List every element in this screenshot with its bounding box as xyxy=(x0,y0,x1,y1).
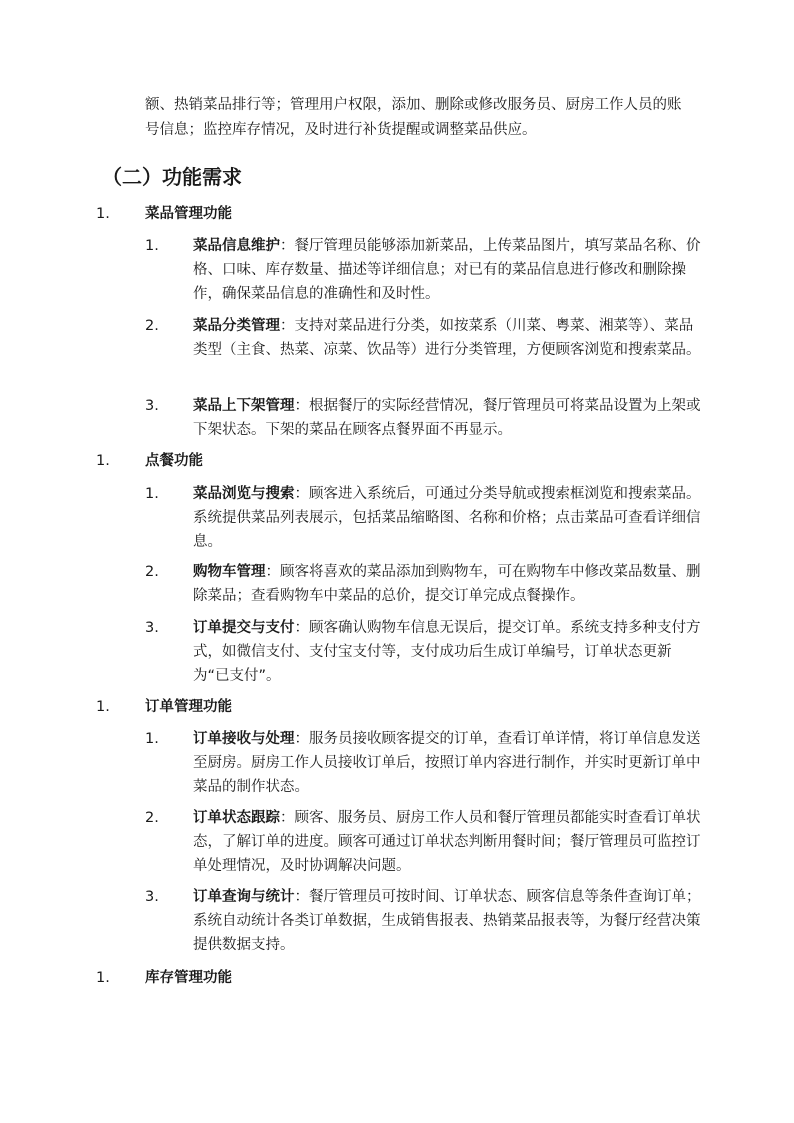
list-item-level-1 xyxy=(0,695,794,719)
list-number: 1. xyxy=(145,486,159,502)
group-title: 订单管理功能 xyxy=(145,699,232,715)
group-title: 菜品管理功能 xyxy=(145,206,232,222)
item-label: 菜品信息维护 xyxy=(193,238,280,254)
item-label: 菜品浏览与搜索 xyxy=(193,486,295,502)
item-text xyxy=(193,806,705,878)
item-description: ：顾客进入系统后，可通过分类导航或搜索框浏览和搜索菜品。系统提供菜品列表展示，包括菜品缩略图、名称和价格；点击菜品可查看详细信息。 xyxy=(193,486,701,550)
item-label: 订单提交与支付 xyxy=(193,620,295,636)
item-text xyxy=(193,234,705,306)
list-number: 1. xyxy=(96,699,110,715)
list-number: 2. xyxy=(145,564,159,580)
list-number: 1. xyxy=(96,970,110,986)
group-title: 点餐功能 xyxy=(145,453,203,469)
item-description: ：服务员接收顾客提交的订单，查看订单详情，将订单信息发送至厨房。厨房工作人员接收订单后，按照订单内容进行制作，并实时更新订单中菜品的制作状态。 xyxy=(193,731,701,795)
list-number: 1. xyxy=(145,238,159,254)
item-text xyxy=(193,394,705,442)
list-number: 3. xyxy=(145,398,159,414)
list-number: 1. xyxy=(96,206,110,222)
item-description: ：餐厅管理员可按时间、订单状态、顾客信息等条件查询订单；系统自动统计各类订单数据，生成销售报表、热销菜品报表等，为餐厅经营决策提供数据支持。 xyxy=(193,889,701,953)
list-item-level-1 xyxy=(0,449,794,473)
item-text xyxy=(193,560,705,608)
section-heading: （二）功能需求 xyxy=(102,165,242,189)
list-number: 2. xyxy=(145,810,159,826)
list-item-level-1 xyxy=(0,966,794,990)
item-label: 订单接收与处理 xyxy=(193,731,295,747)
item-text xyxy=(193,314,705,362)
list-number: 2. xyxy=(145,318,159,334)
item-label: 订单状态跟踪 xyxy=(193,810,280,826)
list-number: 1. xyxy=(145,731,159,747)
intro-paragraph xyxy=(145,93,705,143)
item-description: ：顾客确认购物车信息无误后，提交订单。系统支持多种支付方式，如微信支付、支付宝支付等，支付成功后生成订单编号，订单状态更新为“已支付”。 xyxy=(193,620,701,684)
item-text xyxy=(193,616,705,688)
list-number: 3. xyxy=(145,889,159,905)
item-text xyxy=(193,727,705,799)
item-description: ：根据餐厅的实际经营情况，餐厅管理员可将菜品设置为上架或下架状态。下架的菜品在顾客点餐界面不再显示。 xyxy=(193,398,701,438)
item-description: ：支持对菜品进行分类，如按菜系（川菜、粤菜、湘菜等）、菜品类型（主食、热菜、凉菜、饮品等）进行分类管理，方便顾客浏览和搜索菜品。 xyxy=(193,318,701,358)
list-item-level-1 xyxy=(0,202,794,226)
item-label: 购物车管理 xyxy=(193,564,266,580)
item-description: ：餐厅管理员能够添加新菜品，上传菜品图片，填写菜品名称、价格、口味、库存数量、描述等详细信息；对已有的菜品信息进行修改和删除操作，确保菜品信息的准确性和及时性。 xyxy=(193,238,701,302)
item-text xyxy=(193,482,705,554)
item-text xyxy=(193,885,705,957)
item-label: 菜品上下架管理 xyxy=(193,398,295,414)
item-label: 菜品分类管理 xyxy=(193,318,280,334)
intro-line-1: 额、热销菜品排行等；管理用户权限，添加、删除或修改服务员、厨房工作人员的账 xyxy=(145,97,682,113)
item-description: ：顾客将喜欢的菜品添加到购物车，可在购物车中修改菜品数量、删除菜品；查看购物车中菜品的总价，提交订单完成点餐操作。 xyxy=(193,564,701,604)
item-label: 订单查询与统计 xyxy=(193,889,295,905)
item-description: ：顾客、服务员、厨房工作人员和餐厅管理员都能实时查看订单状态，了解订单的进度。顾客可通过订单状态判断用餐时间；餐厅管理员可监控订单处理情况，及时协调解决问题。 xyxy=(193,810,701,874)
list-number: 3. xyxy=(145,620,159,636)
group-title: 库存管理功能 xyxy=(145,970,232,986)
intro-line-2: 号信息；监控库存情况，及时进行补货提醒或调整菜品供应。 xyxy=(145,122,537,138)
list-number: 1. xyxy=(96,453,110,469)
